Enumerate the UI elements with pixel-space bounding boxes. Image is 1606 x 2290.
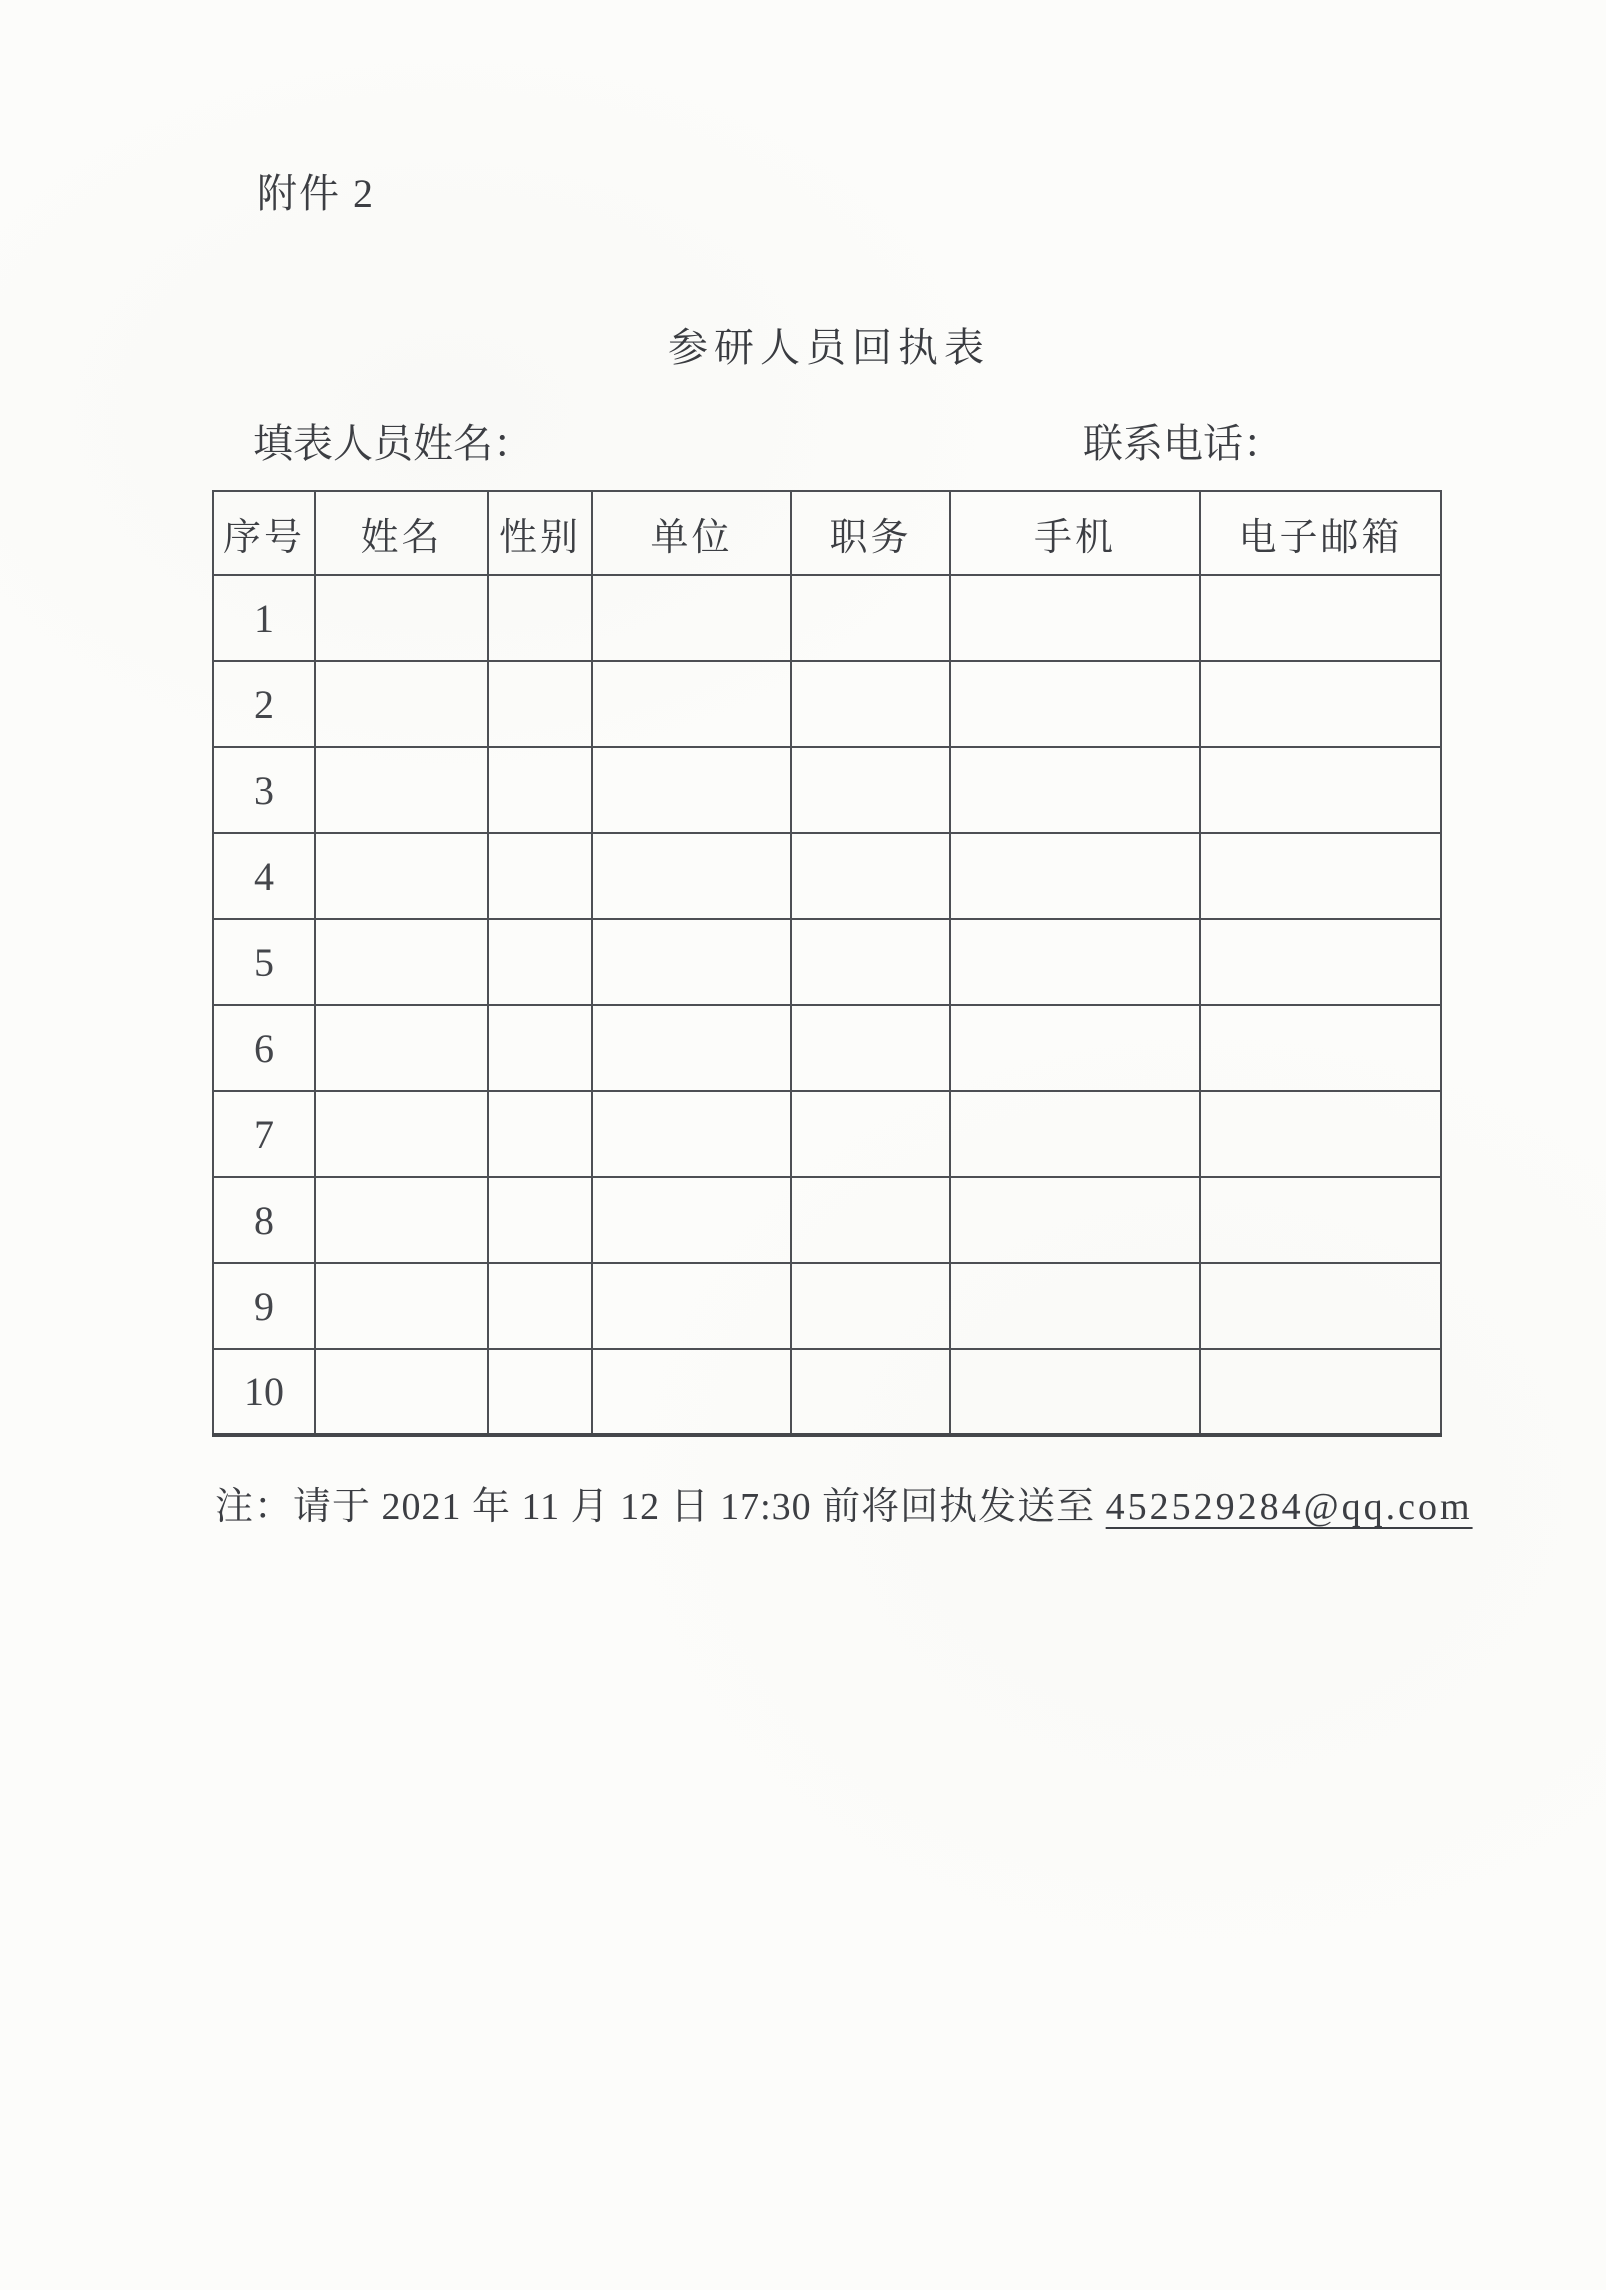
empty-cell	[592, 1349, 791, 1435]
empty-cell	[1200, 1091, 1441, 1177]
row-number-cell: 9	[213, 1263, 315, 1349]
empty-cell	[592, 919, 791, 1005]
empty-cell	[950, 575, 1200, 661]
row-number-cell: 6	[213, 1005, 315, 1091]
table-row	[213, 661, 1441, 747]
table-row	[213, 1091, 1441, 1177]
table-row	[213, 1177, 1441, 1263]
empty-cell	[315, 1263, 488, 1349]
header-cell-name: 姓名	[315, 491, 488, 575]
table-row	[213, 1263, 1441, 1349]
table-row	[213, 1349, 1441, 1435]
empty-cell	[488, 575, 592, 661]
empty-cell	[950, 1349, 1200, 1435]
empty-cell	[315, 919, 488, 1005]
empty-cell	[488, 1091, 592, 1177]
empty-cell	[1200, 661, 1441, 747]
empty-cell	[315, 1005, 488, 1091]
empty-cell	[1200, 1349, 1441, 1435]
empty-cell	[791, 833, 950, 919]
table-row	[213, 747, 1441, 833]
empty-cell	[315, 1177, 488, 1263]
empty-cell	[315, 833, 488, 919]
empty-cell	[315, 747, 488, 833]
empty-cell	[950, 1005, 1200, 1091]
row-number-cell: 3	[213, 747, 315, 833]
form-filler-name-label: 填表人员姓名：	[253, 421, 533, 466]
empty-cell	[950, 1091, 1200, 1177]
header-cell-position: 职务	[791, 491, 950, 575]
empty-cell	[488, 919, 592, 1005]
empty-cell	[1200, 1263, 1441, 1349]
empty-cell	[791, 1005, 950, 1091]
empty-cell	[315, 661, 488, 747]
empty-cell	[791, 1349, 950, 1435]
empty-cell	[791, 575, 950, 661]
header-cell-email: 电子邮箱	[1200, 491, 1441, 575]
header-cell-unit: 单位	[592, 491, 791, 575]
page-title: 参研人员回执表	[668, 325, 990, 370]
contact-phone-label: 联系电话：	[1083, 421, 1283, 466]
empty-cell	[488, 1177, 592, 1263]
reply-table	[212, 490, 1442, 1437]
empty-cell	[791, 919, 950, 1005]
row-number-cell: 5	[213, 919, 315, 1005]
attachment-label: 附件 2	[257, 171, 375, 216]
empty-cell	[488, 661, 592, 747]
empty-cell	[950, 661, 1200, 747]
table-row	[213, 575, 1441, 661]
empty-cell	[592, 1177, 791, 1263]
header-cell-number: 序号	[213, 491, 315, 575]
empty-cell	[950, 747, 1200, 833]
table-row	[213, 1005, 1441, 1091]
empty-cell	[950, 919, 1200, 1005]
empty-cell	[950, 833, 1200, 919]
row-number-cell: 8	[213, 1177, 315, 1263]
empty-cell	[488, 1263, 592, 1349]
empty-cell	[1200, 919, 1441, 1005]
empty-cell	[1200, 575, 1441, 661]
empty-cell	[315, 1349, 488, 1435]
empty-cell	[592, 1005, 791, 1091]
note-email: 452529284@qq.com	[1105, 1486, 1473, 1528]
row-number-cell: 10	[213, 1349, 315, 1435]
empty-cell	[1200, 1177, 1441, 1263]
row-number-cell: 7	[213, 1091, 315, 1177]
empty-cell	[488, 1005, 592, 1091]
form-labels-row	[212, 420, 1440, 468]
empty-cell	[592, 747, 791, 833]
empty-cell	[488, 747, 592, 833]
empty-cell	[315, 575, 488, 661]
empty-cell	[1200, 1005, 1441, 1091]
header-cell-gender: 性别	[488, 491, 592, 575]
empty-cell	[488, 1349, 592, 1435]
empty-cell	[592, 575, 791, 661]
row-number-cell: 4	[213, 833, 315, 919]
table-row	[213, 833, 1441, 919]
empty-cell	[315, 1091, 488, 1177]
empty-cell	[950, 1263, 1200, 1349]
table-row	[213, 919, 1441, 1005]
footer-note	[215, 1482, 1473, 1532]
empty-cell	[1200, 833, 1441, 919]
empty-cell	[592, 661, 791, 747]
empty-cell	[791, 1177, 950, 1263]
row-number-cell: 1	[213, 575, 315, 661]
empty-cell	[791, 661, 950, 747]
header-cell-mobile: 手机	[950, 491, 1200, 575]
empty-cell	[488, 833, 592, 919]
empty-cell	[1200, 747, 1441, 833]
table-header-row	[213, 491, 1441, 575]
empty-cell	[791, 1091, 950, 1177]
note-text: 注：请于 2021 年 11 月 12 日 17:30 前将回执发送至	[215, 1486, 1106, 1528]
reply-table-body	[213, 575, 1441, 1435]
empty-cell	[791, 747, 950, 833]
empty-cell	[592, 1263, 791, 1349]
empty-cell	[950, 1177, 1200, 1263]
empty-cell	[592, 833, 791, 919]
empty-cell	[592, 1091, 791, 1177]
row-number-cell: 2	[213, 661, 315, 747]
empty-cell	[791, 1263, 950, 1349]
